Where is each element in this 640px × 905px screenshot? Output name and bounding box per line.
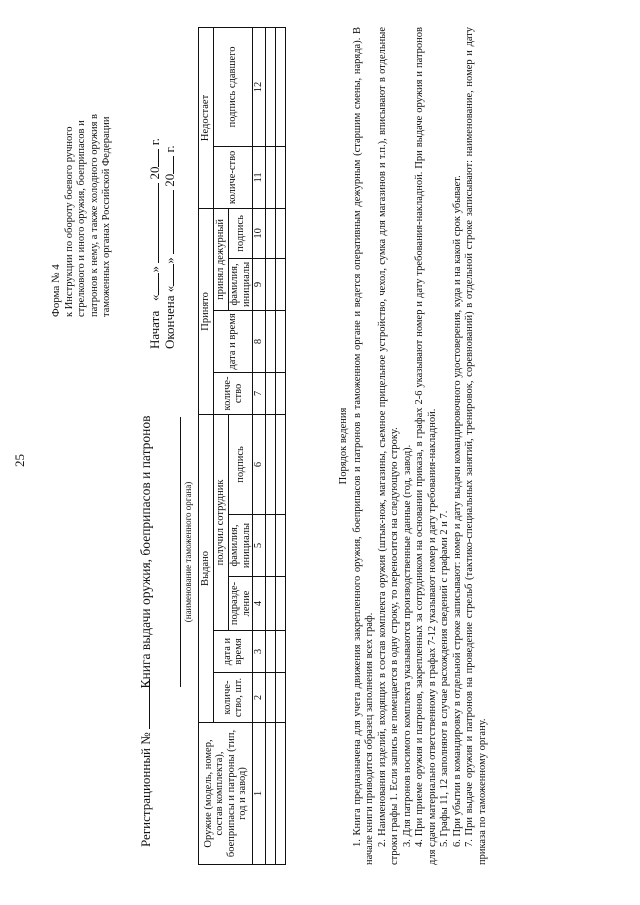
rotated-form-sheet — [12, 27, 620, 877]
column-number: 2 — [253, 673, 266, 723]
header-accepted: Принято — [199, 208, 214, 414]
header-received-by: получил сотрудник — [214, 414, 229, 630]
registration-label: Регистрационный № — [138, 732, 153, 847]
rule-item: 2. Наименования изделий, входящих в состав комплекта оружия (штык-нож, магазины, съемное прицельное устройство, чехол, сумка для магазинов и т.п.), вписывают в отдельные строки графы 1. Если запись не помещается в одну строку, то переносится на следующую строку. — [376, 27, 400, 865]
header-weapon: Оружие (модель, номер, состав комплекта), боеприпасы и патроны (тип, год и завод) — [199, 723, 253, 865]
column-number: 10 — [253, 208, 266, 258]
header-received-name: фамилия, инициалы — [229, 515, 253, 577]
column-number: 6 — [253, 414, 266, 514]
column-number: 12 — [253, 28, 266, 147]
rule-item: 5. Графы 11, 12 заполняют в случае расхождения сведений с графами 2 и 7. — [439, 510, 450, 847]
form-header — [50, 57, 114, 317]
column-number: 11 — [253, 146, 266, 208]
table-row — [276, 28, 286, 865]
form-header-line: к Инструкции по обороту боевого ручного — [63, 126, 75, 317]
header-shortage-signature: подпись сдавшего — [214, 28, 253, 147]
book-title: Книга выдачи оружия, боеприпасов и патронов — [138, 415, 153, 689]
header-issued-quantity: количе-ство, шт. — [214, 673, 253, 723]
page-number: 25 — [12, 454, 27, 467]
column-number: 3 — [253, 631, 266, 673]
form-number: Форма № 4 — [50, 264, 62, 317]
header-received-signature: подпись — [229, 414, 253, 514]
column-number: 7 — [253, 372, 266, 414]
header-accepted-datetime: дата и время — [214, 310, 253, 372]
table-row — [266, 28, 276, 865]
office-name-caption: (наименование таможенного органа) — [183, 481, 193, 623]
header-accepted-name: фамилия, инициалы — [229, 258, 253, 310]
header-accepted-signature: подпись — [229, 208, 253, 258]
finished-date-row: Окончена «» 20 г. — [162, 145, 177, 349]
header-accepted-quantity: количе-ство — [214, 372, 253, 414]
rule-item: 6. При убытии в командировку в отдельной строке записывают: номер и дату выдачи командировочного удостоверения, куда и на какой срок убывает. — [451, 175, 463, 847]
form-header-line: патронов к нему, а также холодного оружия в — [88, 114, 100, 317]
header-shortage: Недостает — [199, 28, 214, 209]
header-issued: Выдано — [199, 414, 214, 722]
office-name-line — [180, 417, 181, 687]
column-number: 4 — [253, 577, 266, 631]
rules-title: Порядок ведения — [338, 407, 349, 485]
header-accepted-by: принял дежурный — [214, 208, 229, 310]
issue-book-table — [198, 27, 286, 865]
column-number: 5 — [253, 515, 266, 577]
book-dates — [147, 138, 177, 349]
started-date-row: Начата «» 20 г. — [147, 138, 162, 349]
form-header-line: стрелкового и иного оружия, боеприпасов и — [76, 120, 87, 317]
form-header-line: таможенных органах Российской Федерации — [101, 116, 112, 317]
rule-item: 4. При приеме оружия и патронов, закрепленных за сотрудником на основании приказа, в графах 2-6 указывают номер и дату требования-накладной. При выдаче оружия и патронов для сдачи материально ответственному в графах 7-12 указывают номер и дату требования-накладной. — [414, 27, 438, 865]
header-shortage-quantity: количе-ство — [214, 146, 253, 208]
header-division: подразде-ление — [229, 577, 253, 631]
rule-item: 3. Для патронов носимого комплекта указываются производственные данные (год, завод). — [401, 444, 413, 847]
rule-item: 1. Книга предназначена для учета движения закрепленного оружия, боеприпасов и патронов в таможенном органе и ведется оперативным дежурным (старшим смены, наряда). В начале книги приводится образец заполнения всех граф. — [351, 27, 375, 865]
column-number: 8 — [253, 310, 266, 372]
rules-section — [338, 27, 489, 865]
rule-item: 7. При выдаче оружия и патронов на проведение стрельб (тактико-специальных занятий, тренировок, соревнований) в отдельной строке записывают: наименование, номер и дату приказа по таможенному органу. — [464, 27, 488, 865]
header-issued-datetime: дата и время — [214, 631, 253, 673]
column-number: 1 — [253, 723, 266, 865]
column-number: 9 — [253, 258, 266, 310]
